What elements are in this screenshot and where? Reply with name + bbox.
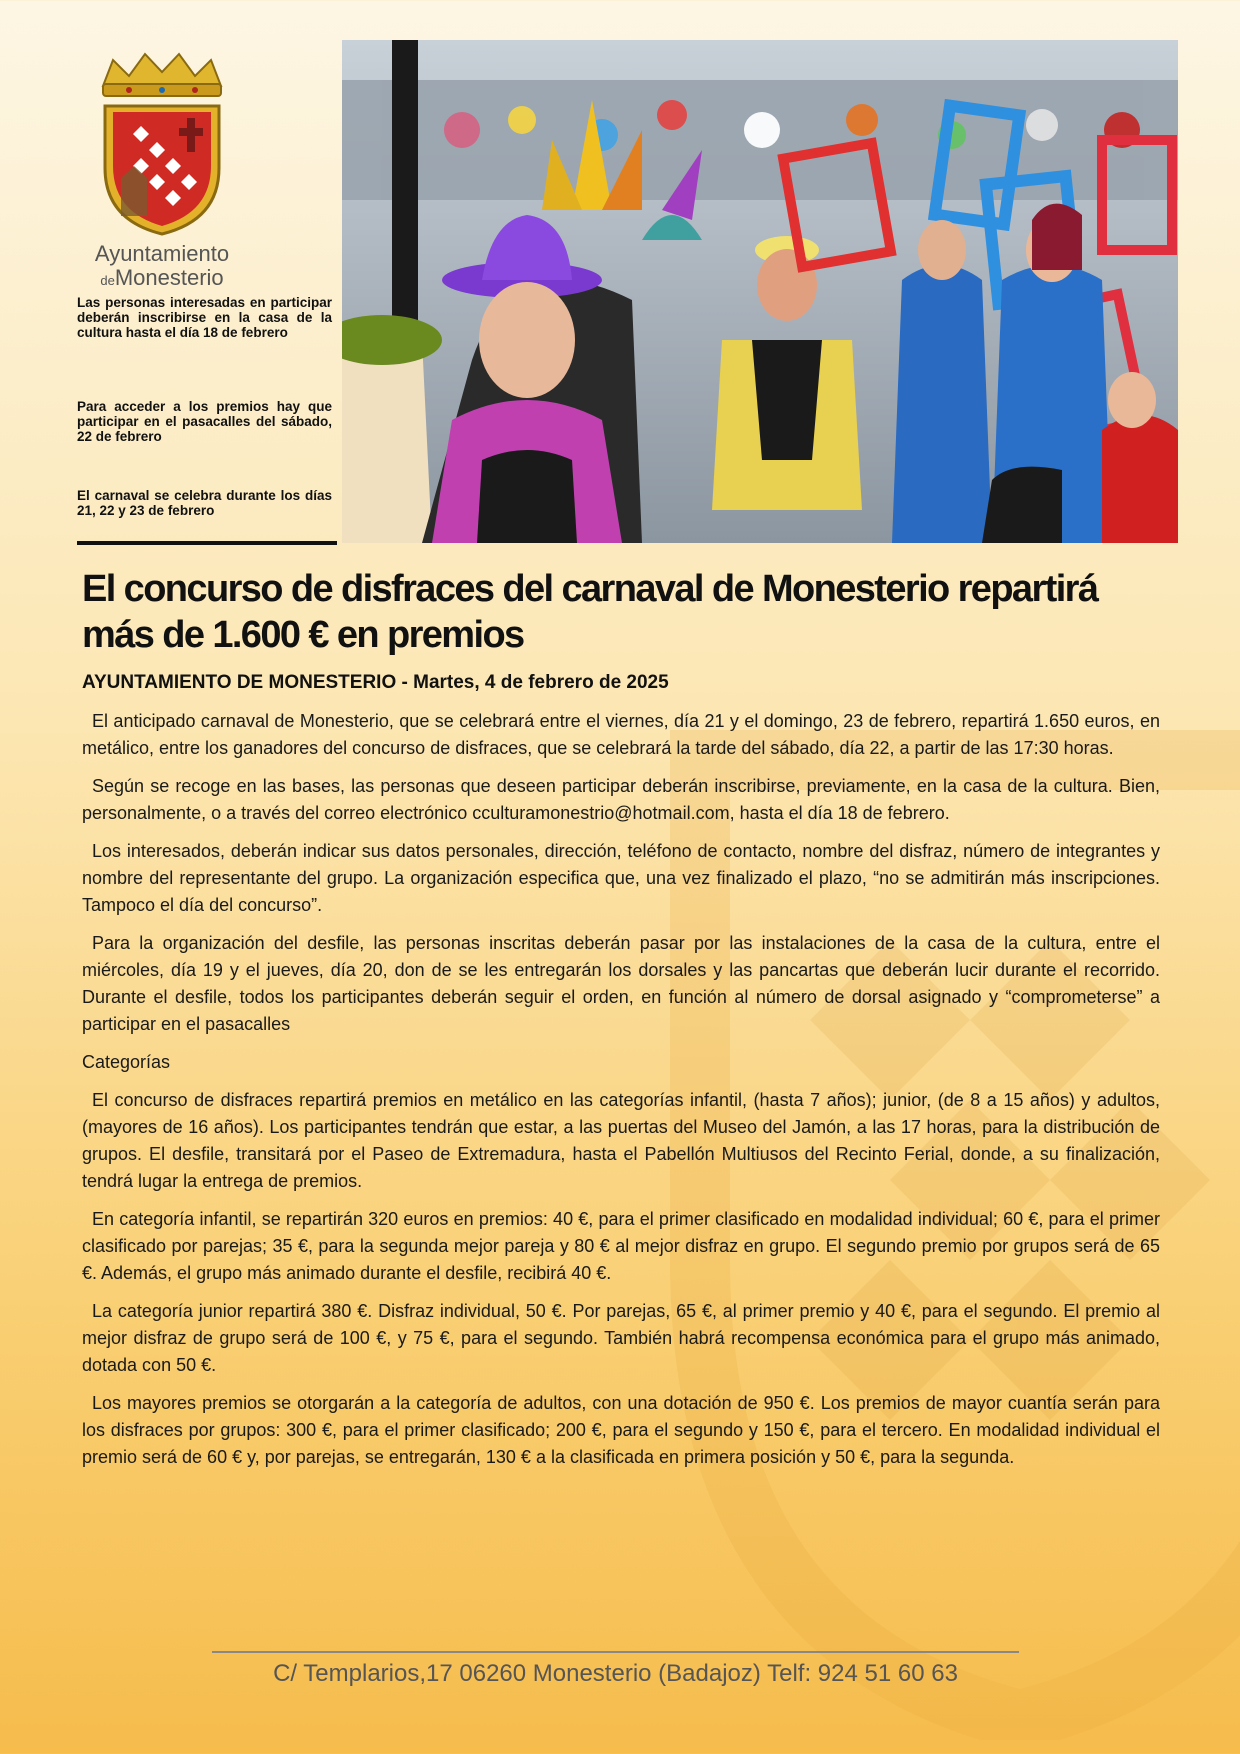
article-byline: AYUNTAMIENTO DE MONESTERIO - Martes, 4 de febrero de 2025 (82, 672, 669, 693)
article-paragraph-5: El concurso de disfraces repartirá premios en metálico en las categorías infantil, (hasta 7 años); junior, (de 8 a 15 años) y adultos, (mayores de 16 años). Los participantes tendrán que estar, a las puertas del Museo del Jamón, a las 17 horas, para la distribución de grupos. El desfile, transitará por el Paseo de Extremadura, hasta el Pabellón Multiusos del Recinto Ferial, donde, a su finalización, tendrá lugar la entrega de premios. (82, 1090, 1160, 1191)
article-body (82, 708, 1160, 1482)
article-paragraph-4: Para la organización del desfile, las personas inscritas deberán pasar por las instalaciones de la casa de la cultura, entre el miércoles, día 19 y el jueves, día 20, don de se les entregarán los dorsales y las pancartas que deberán lucir durante el recorrido. Durante el desfile, todos los participantes deberán seguir el orden, en función al número de dorsal asignado y “comprometerse” a participar en el pasacalles (82, 933, 1160, 1034)
article-paragraph-1: El anticipado carnaval de Monesterio, que se celebrará entre el viernes, día 21 y el domingo, 23 de febrero, repartirá 1.650 euros, en metálico, entre los ganadores del concurso de disfraces, que se celebrará la tarde del sábado, día 22, a partir de las 17:30 horas. (82, 711, 1160, 758)
article-paragraph-2: Según se recoge en las bases, las personas que deseen participar deberán inscribirse, previamente, en la casa de la cultura. Bien, personalmente, o a través del correo electrónico cculturamonestrio@hotmail.com, hasta el día 18 de febrero. (82, 776, 1160, 823)
sidebar-note-registration: Las personas interesadas en participar deberán inscribirse en la casa de la cultura hasta el día 18 de febrero (77, 295, 332, 340)
footer-divider (212, 1651, 1019, 1653)
section-subheading: Categorías (82, 1052, 171, 1072)
footer-address: C/ Templarios,17 06260 Monesterio (Badajoz) Telf: 924 51 60 63 (273, 1660, 958, 1687)
sidebar-note-parade: Para acceder a los premios hay que participar en el pasacalles del sábado, 22 de febrero (77, 399, 332, 444)
article-paragraph-6: En categoría infantil, se repartirán 320 euros en premios: 40 €, para el primer clasificado en modalidad individual; 60 €, para el primer clasificado por parejas; 35 €, para la segunda mejor pareja y 80 € al mejor disfraz en grupo. El segundo premio por grupos será de 65 €. Además, el grupo más animado durante el desfile, recibirá 40 €. (82, 1209, 1160, 1283)
coat-of-arms-icon (95, 48, 229, 238)
sidebar-note-dates: El carnaval se celebra durante los días 21, 22 y 23 de febrero (77, 488, 332, 518)
article-paragraph-3: Los interesados, deberán indicar sus datos personales, dirección, teléfono de contacto, nombre del disfraz, número de integrantes y nombre del representante del grupo. La organización especifica que, una vez finalizado el plazo, “no se admitirán más inscripciones. Tampoco el día del concurso”. (82, 841, 1160, 915)
article-paragraph-8: Los mayores premios se otorgarán a la categoría de adultos, con una dotación de 950 €. Los premios de mayor cuantía serán para los disfraces por grupos: 300 €, para el primer clasificado; 200 €, para el segundo y 150 €, para el tercero. En modalidad individual el premio será de 60 € y, por parejas, se entregarán, 130 € a la clasificada en primera posición y 50 €, para la segunda. (82, 1393, 1160, 1467)
carnival-parade-image (342, 40, 1178, 543)
article-headline: El concurso de disfraces del carnaval de Monesterio repartirá más de 1.600 € en premios (82, 568, 1098, 656)
municipal-logo (92, 48, 232, 293)
carnival-photo (342, 40, 1178, 543)
logo-line-2-prefix: de (100, 273, 115, 288)
article-paragraph-7: La categoría junior repartirá 380 €. Disfraz individual, 50 €. Por parejas, 65 €, al primer premio y 40 €, para el segundo. El premio al mejor disfraz de grupo será de 100 €, y 75 €, para el segundo. También habrá recompensa económica para el grupo más animado, dotada con 50 €. (82, 1301, 1160, 1375)
logo-line-1: Ayuntamiento (94, 241, 230, 266)
logo-line-2: Monesterio (114, 265, 224, 290)
sidebar-divider (77, 541, 337, 545)
